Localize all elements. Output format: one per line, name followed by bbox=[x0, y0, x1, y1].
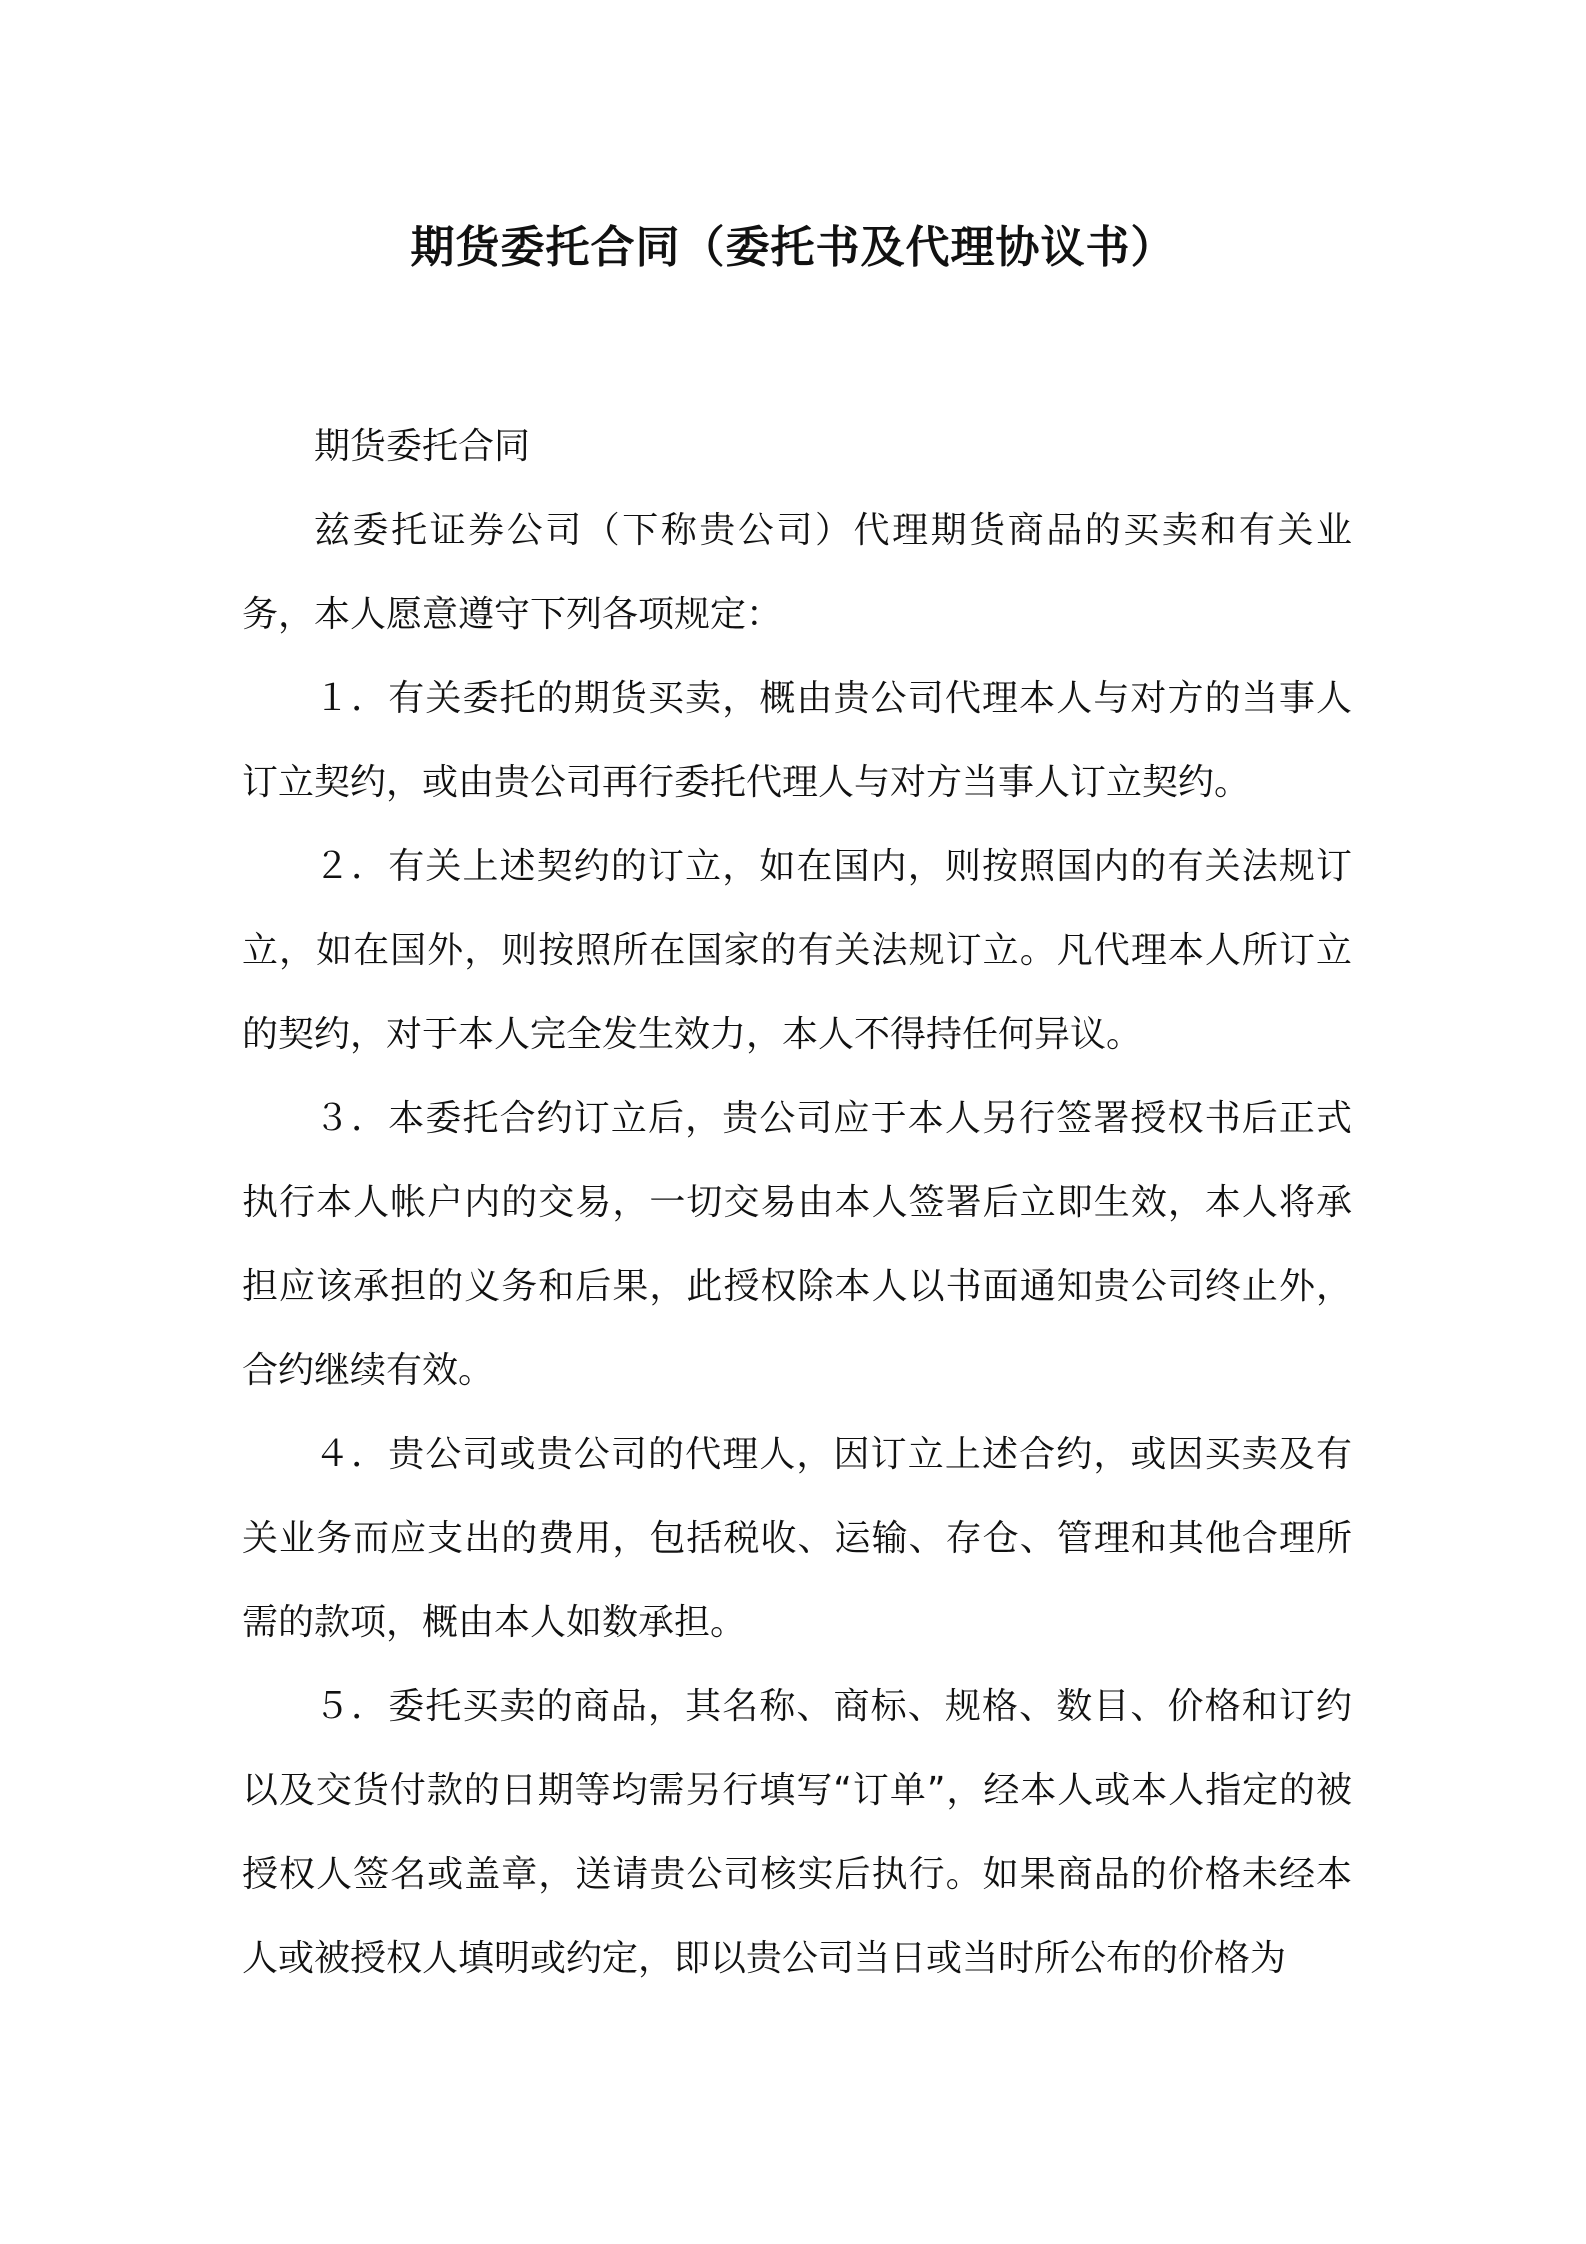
section-heading: 期货委托合同 bbox=[314, 426, 531, 467]
clause-4-paragraph: ４．贵公司或贵公司的代理人，因订立上述合约，或因买卖及有关业务而应支出的费用，包括税收、运输、存仓、管理和其他合理所需的款项，概由本人如数承担。 bbox=[242, 1434, 1352, 1643]
clause-5-paragraph: ５．委托买卖的商品，其名称、商标、规格、数目、价格和订约以及交货付款的日期等均需另行填写“订单”，经本人或本人指定的被授权人签名或盖章，送请贵公司核实后执行。如果商品的价格未经本人或被授权人填明或约定，即以贵公司当日或当时所公布的价格为 bbox=[242, 1686, 1352, 1979]
intro-paragraph: 兹委托证券公司（下称贵公司）代理期货商品的买卖和有关业务，本人愿意遵守下列各项规定： bbox=[242, 510, 1352, 635]
document-body bbox=[242, 405, 1352, 2001]
clause-2-paragraph: ２．有关上述契约的订立，如在国内，则按照国内的有关法规订立，如在国外，则按照所在国家的有关法规订立。凡代理本人所订立的契约，对于本人完全发生效力，本人不得持任何异议。 bbox=[242, 846, 1352, 1055]
clause-1-paragraph: １．有关委托的期货买卖，概由贵公司代理本人与对方的当事人订立契约，或由贵公司再行委托代理人与对方当事人订立契约。 bbox=[242, 678, 1352, 803]
clause-3-paragraph: ３．本委托合约订立后，贵公司应于本人另行签署授权书后正式执行本人帐户内的交易，一切交易由本人签署后立即生效，本人将承担应该承担的义务和后果，此授权除本人以书面通知贵公司终止外，合约继续有效。 bbox=[242, 1098, 1352, 1391]
document-title: 期货委托合同（委托书及代理协议书） bbox=[410, 222, 1176, 273]
